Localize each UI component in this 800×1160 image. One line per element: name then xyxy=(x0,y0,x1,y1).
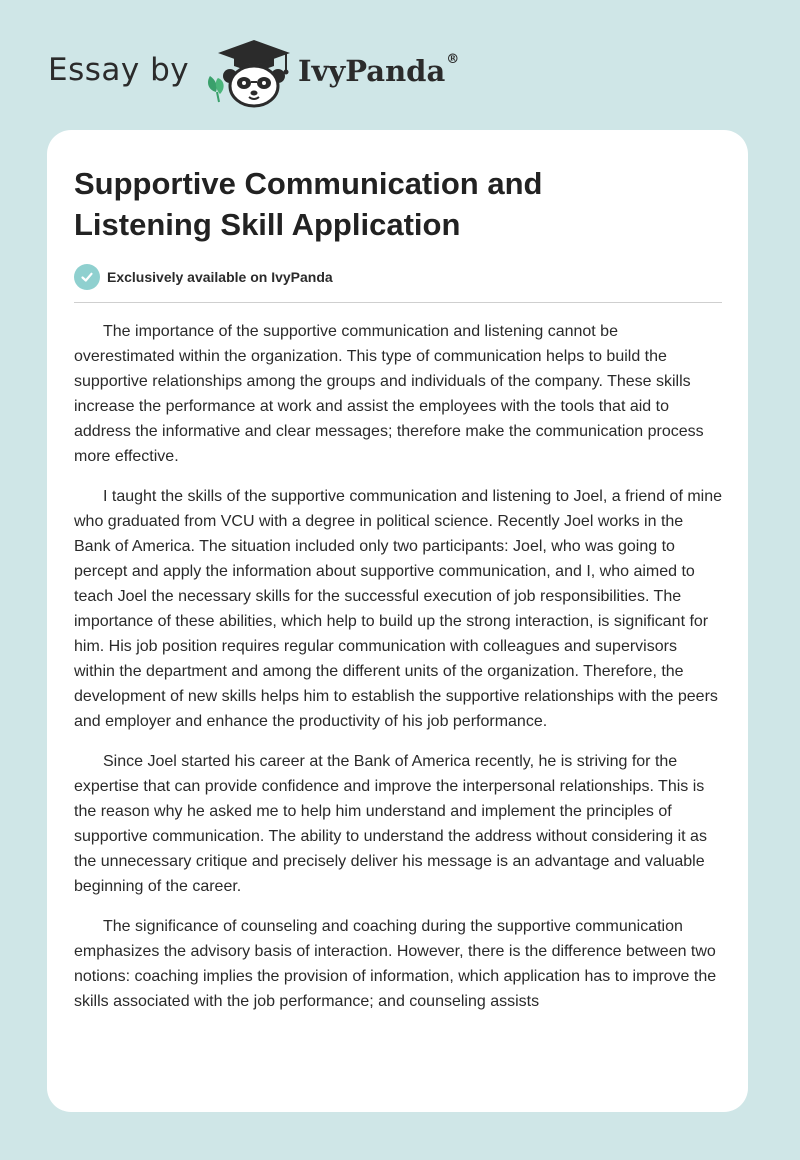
check-icon xyxy=(74,264,100,290)
paragraph: The importance of the supportive communication and listening cannot be overestimated within the organization. This type of communication helps to build the supportive relationships among the groups and individuals of the company. These skills increase the performance at work and assist the employees with the tools that aid to address the informative and clear messages; therefore make the communication process more effective. xyxy=(74,323,704,465)
panda-logo-icon[interactable] xyxy=(204,36,294,108)
badge-label: Exclusively available on IvyPanda xyxy=(107,269,333,285)
site-header xyxy=(48,36,548,108)
essay-card xyxy=(47,130,748,1112)
divider xyxy=(74,302,722,303)
essay-body xyxy=(74,319,722,1029)
page-title: Supportive Communication and Listening Skill Application xyxy=(74,166,543,242)
paragraph: The significance of counseling and coaching during the supportive communication emphasizes the advisory basis of interaction. However, there is the difference between two notions: coaching implies the provision of information, which application has to improve the skills associated with the job performance; and counseling assists xyxy=(74,918,717,1010)
paragraph: Since Joel started his career at the Bank of America recently, he is striving for the expertise that can provide confidence and improve the interpersonal relationships. This is the reason why he asked me to help him understand and implement the principles of supportive communication. The ability to understand the address without considering it as the unnecessary critique and precisely deliver his message is an advantage and valuable beginning of the career. xyxy=(74,753,707,895)
exclusive-badge xyxy=(74,264,333,290)
brand-name[interactable]: IvyPanda® xyxy=(298,52,460,88)
essay-by-label: Essay by xyxy=(48,52,190,88)
paragraph: I taught the skills of the supportive communication and listening to Joel, a friend of mine who graduated from VCU with a degree in political science. Recently Joel works in the Bank of America. The situation included only two participants: Joel, who was going to percept and apply the information about supportive communication, and I, who aimed to teach Joel the necessary skills for the successful execution of job responsibilities. The importance of these abilities, which help to build up the strong interaction, is significant for him. His job position requires regular communication with colleagues and supervisors within the department and among the different units of the organization. Therefore, the development of new skills helps him to establish the supportive relationships with the peers and employer and enhance the productivity of his job performance. xyxy=(74,488,723,730)
leaf-icon xyxy=(208,76,224,102)
